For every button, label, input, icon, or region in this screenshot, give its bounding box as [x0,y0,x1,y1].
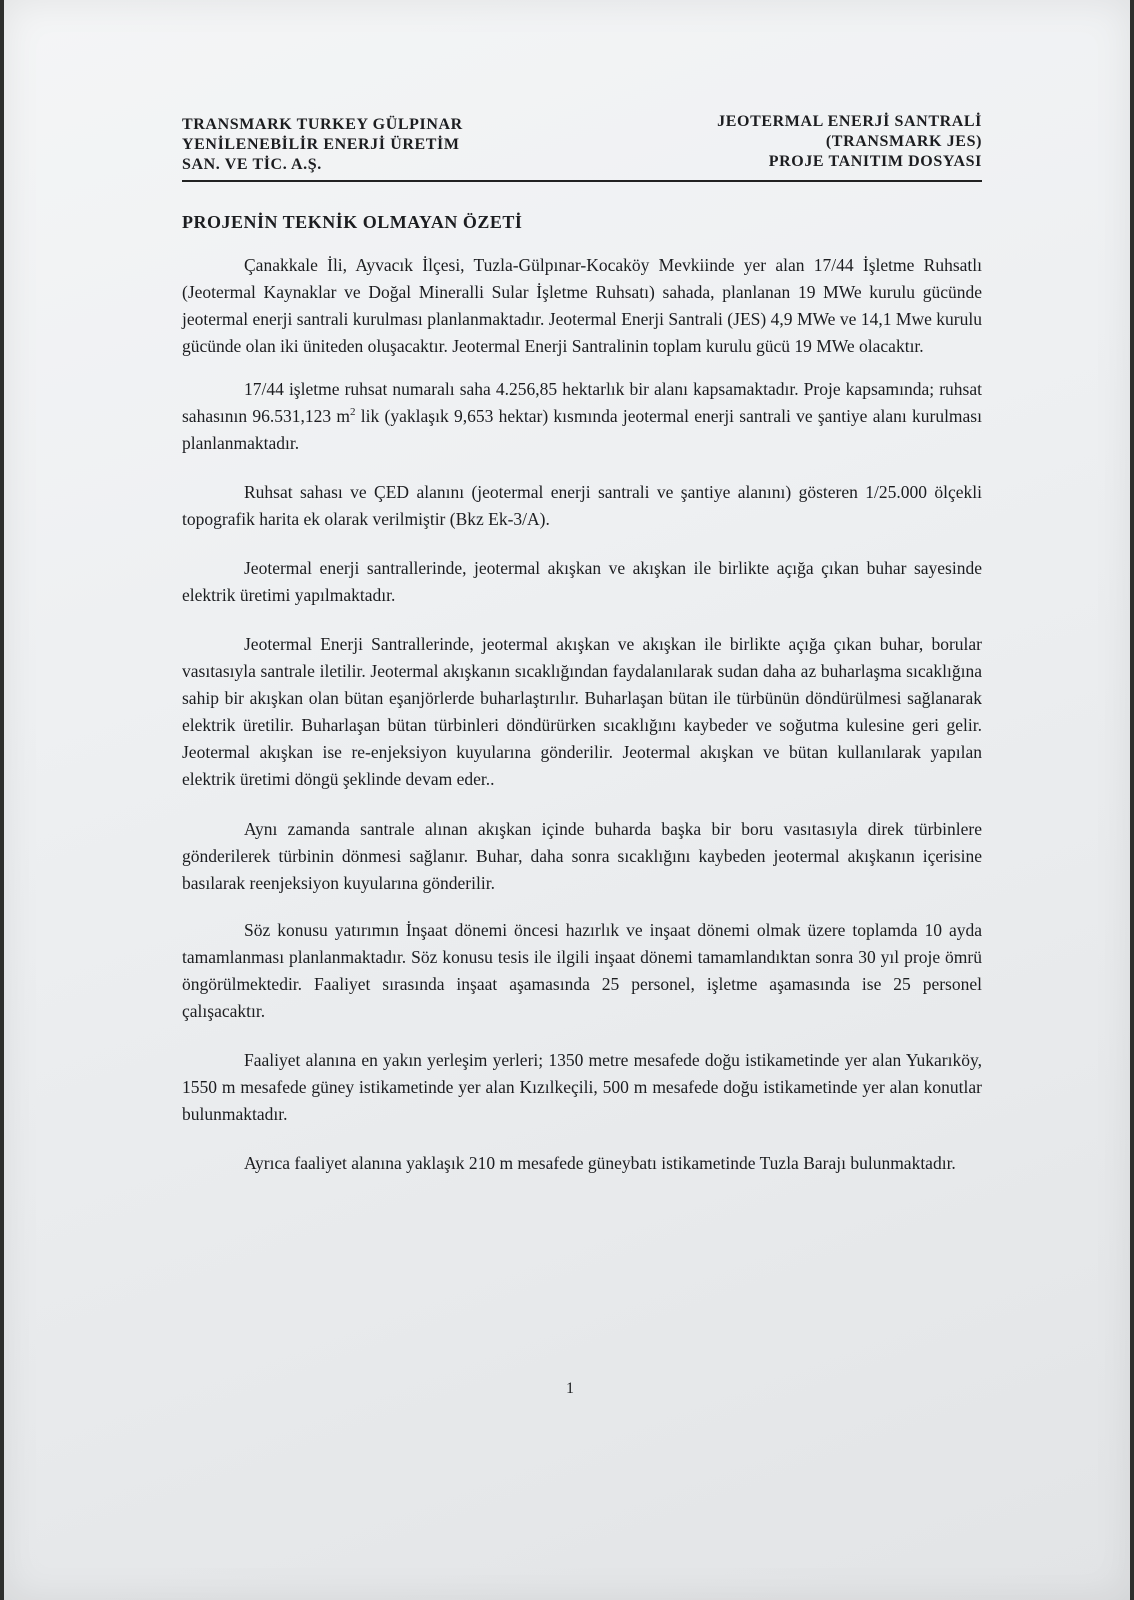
document-page [4,0,1130,1600]
company-name-line: SAN. VE TİC. A.Ş. [182,156,322,173]
paragraph-settlements: Faaliyet alanına en yakın yerleşim yerleri; 1350 metre mesafede doğu istikametinde yer alan Yukarıköy, 1550 m mesafede güney istikametinde yer alan Kızılkeçili, 500 m mesafede doğu istikametinde yer alan konutlar bulunmaktadır. [182,1050,982,1124]
project-name-line: (TRANSMARK JES) [825,133,982,150]
project-name-line: JEOTERMAL ENERJİ SANTRALİ [717,113,982,130]
section-title: PROJENİN TEKNİK OLMAYAN ÖZETİ [182,212,523,232]
paragraph-license-area [182,376,982,457]
project-name-line: PROJE TANITIM DOSYASI [768,153,982,170]
paragraph-text: 17/44 işletme ruhsat numaralı saha 4.256,85 hektarlık bir alanı kapsamaktadır. Proje kapsamında; ruhsat sahasının 96.531,123 m [182,379,982,426]
page-header [182,112,982,182]
paragraph-generation: Jeotermal enerji santrallerinde, jeotermal akışkan ve akışkan ile birlikte açığa çıkan buhar sayesinde elektrik üretimi yapılmaktadır. [182,558,982,605]
paragraph-text: lik (yaklaşık 9,653 hektar) kısmında jeotermal enerji santrali ve şantiye alanı kurulması planlanmaktadır. [182,406,982,453]
company-name-line: TRANSMARK TURKEY GÜLPINAR [182,116,463,133]
paragraph-steam: Aynı zamanda santrale alınan akışkan içinde buharda başka bir boru vasıtasıyla direk türbinlere gönderilerek türbinin dönmesi sağlanır. Buhar, daha sonra sıcaklığını kaybeden jeotermal akışkanın içerisine basılarak reenjeksiyon kuyularına gönderilir. [182,819,982,893]
paragraph-process: Jeotermal Enerji Santrallerinde, jeotermal akışkan ve akışkan ile birlikte açığa çıkan buhar, borular vasıtasıyla santrale iletilir. Jeotermal akışkanın sıcaklığından faydalanılarak sudan daha az buharlaşma sıcaklığına sahip bir akışkan olan bütan eşanjörlerde buharlaştırılır. Buharlaşan bütan ile türbünün döndürülmesi sağlanarak elektrik üretilir. Buharlaşan bütan türbinleri döndürürken sıcaklığını kaybeder ve soğutma kulesine geri gelir. Jeotermal akışkan ise re-enjeksiyon kuyularına gönderilir. Jeotermal akışkan ve bütan kullanılarak yapılan elektrik üretimi döngü şeklinde devam eder.. [182,634,982,789]
paragraph-schedule: Söz konusu yatırımın İnşaat dönemi öncesi hazırlık ve inşaat dönemi olmak üzere toplamda 10 ayda tamamlanması planlanmaktadır. Söz konusu tesis ile ilgili inşaat dönemi tamamlandıktan sonra 30 yıl proje ömrü öngörülmektedir. Faaliyet sırasında inşaat aşamasında 25 personel, işletme aşamasında ise 25 personel çalışacaktır. [182,920,982,1021]
header-rule [182,180,982,182]
page-number: 1 [566,1380,574,1397]
paragraph-location: Çanakkale İli, Ayvacık İlçesi, Tuzla-Gülpınar-Kocaköy Mevkiinde yer alan 17/44 İşletme Ruhsatlı (Jeotermal Kaynaklar ve Doğal Mineralli Sular İşletme Ruhsatı) sahada, planlanan 19 MWe kurulu gücünde jeotermal enerji santrali kurulması planlanmaktadır. Jeotermal Enerji Santrali (JES) 4,9 MWe ve 14,1 Mwe kurulu gücünde olan iki üniteden oluşacaktır. Jeotermal Enerji Santralinin toplam kurulu gücü 19 MWe olacaktır. [182,255,982,356]
company-name-block [182,115,463,175]
company-name-line: YENİLENEBİLİR ENERJİ ÜRETİM [182,136,460,153]
page-content [182,112,982,1177]
paragraph-dam: Ayrıca faaliyet alanına yaklaşık 210 m mesafede güneybatı istikametinde Tuzla Barajı bulunmaktadır. [244,1153,956,1173]
paragraph-map-reference: Ruhsat sahası ve ÇED alanını (jeotermal enerji santrali ve şantiye alanını) gösteren 1/25.000 ölçekli topografik harita ek olarak verilmiştir (Bkz Ek-3/A). [182,482,982,529]
superscript: 2 [350,406,356,419]
project-name-block [717,112,982,172]
